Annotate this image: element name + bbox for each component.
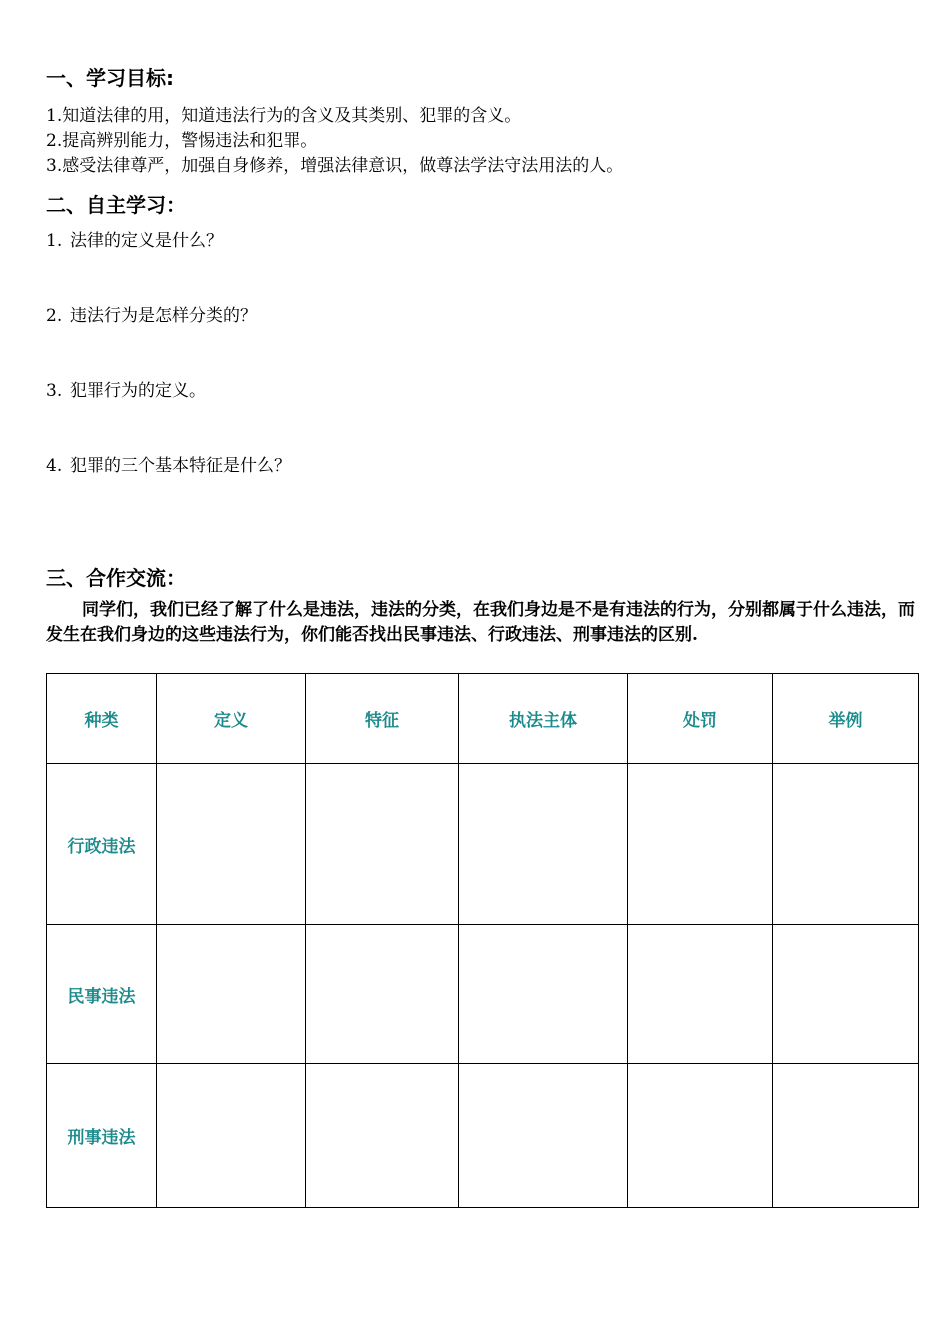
question-text: 犯罪行为的定义。 bbox=[70, 381, 206, 401]
header-type: 种类 bbox=[47, 674, 157, 764]
question-number: 1. bbox=[46, 231, 63, 251]
question-item bbox=[46, 451, 291, 476]
table-cell[interactable] bbox=[459, 925, 628, 1064]
table-cell[interactable] bbox=[459, 764, 628, 925]
header-example: 举例 bbox=[773, 674, 919, 764]
table-cell[interactable] bbox=[306, 925, 459, 1064]
question-item bbox=[46, 301, 257, 326]
goal-line: 2.提高辨别能力，警惕违法和犯罪。 bbox=[46, 131, 318, 151]
section-title-self-study: 二、自主学习： bbox=[46, 193, 186, 217]
section-title-cooperation: 三、合作交流： bbox=[46, 566, 186, 590]
question-number: 4. bbox=[46, 456, 63, 476]
question-item bbox=[46, 376, 206, 401]
header-features: 特征 bbox=[306, 674, 459, 764]
table-row bbox=[47, 1064, 919, 1208]
table-cell[interactable] bbox=[157, 925, 306, 1064]
table-cell[interactable] bbox=[628, 764, 773, 925]
question-text: 违法行为是怎样分类的？ bbox=[70, 306, 257, 326]
question-number: 3. bbox=[46, 381, 63, 401]
table-cell[interactable] bbox=[459, 1064, 628, 1208]
row-label-administrative: 行政违法 bbox=[47, 764, 157, 925]
violation-comparison-table bbox=[46, 673, 919, 1208]
header-penalty: 处罚 bbox=[628, 674, 773, 764]
row-label-criminal: 刑事违法 bbox=[47, 1064, 157, 1208]
table-cell[interactable] bbox=[306, 764, 459, 925]
row-label-civil: 民事违法 bbox=[47, 925, 157, 1064]
section-title-learning-goals: 一、学习目标: bbox=[46, 66, 174, 90]
table-cell[interactable] bbox=[306, 1064, 459, 1208]
table-cell[interactable] bbox=[628, 925, 773, 1064]
table-cell[interactable] bbox=[773, 925, 919, 1064]
table-cell[interactable] bbox=[773, 1064, 919, 1208]
goal-line: 1.知道法律的用，知道违法行为的含义及其类别、犯罪的含义。 bbox=[46, 106, 522, 126]
discussion-paragraph: 同学们，我们已经了解了什么是违法，违法的分类，在我们身边是不是有违法的行为，分别都属于什么违法，而发生在我们身边的这些违法行为，你们能否找出民事违法、行政违法、刑事违法的区别. bbox=[46, 600, 915, 645]
header-enforcer: 执法主体 bbox=[459, 674, 628, 764]
table-cell[interactable] bbox=[628, 1064, 773, 1208]
question-text: 犯罪的三个基本特征是什么？ bbox=[70, 456, 291, 476]
question-text: 法律的定义是什么？ bbox=[70, 231, 223, 251]
table-header-row bbox=[47, 674, 919, 764]
question-item bbox=[46, 226, 223, 251]
goal-line: 3.感受法律尊严，加强自身修养，增强法律意识，做尊法学法守法用法的人。 bbox=[46, 156, 624, 176]
table-row bbox=[47, 764, 919, 925]
table-cell[interactable] bbox=[773, 764, 919, 925]
table-row bbox=[47, 925, 919, 1064]
table-cell[interactable] bbox=[157, 764, 306, 925]
question-number: 2. bbox=[46, 306, 63, 326]
table-cell[interactable] bbox=[157, 1064, 306, 1208]
header-definition: 定义 bbox=[157, 674, 306, 764]
